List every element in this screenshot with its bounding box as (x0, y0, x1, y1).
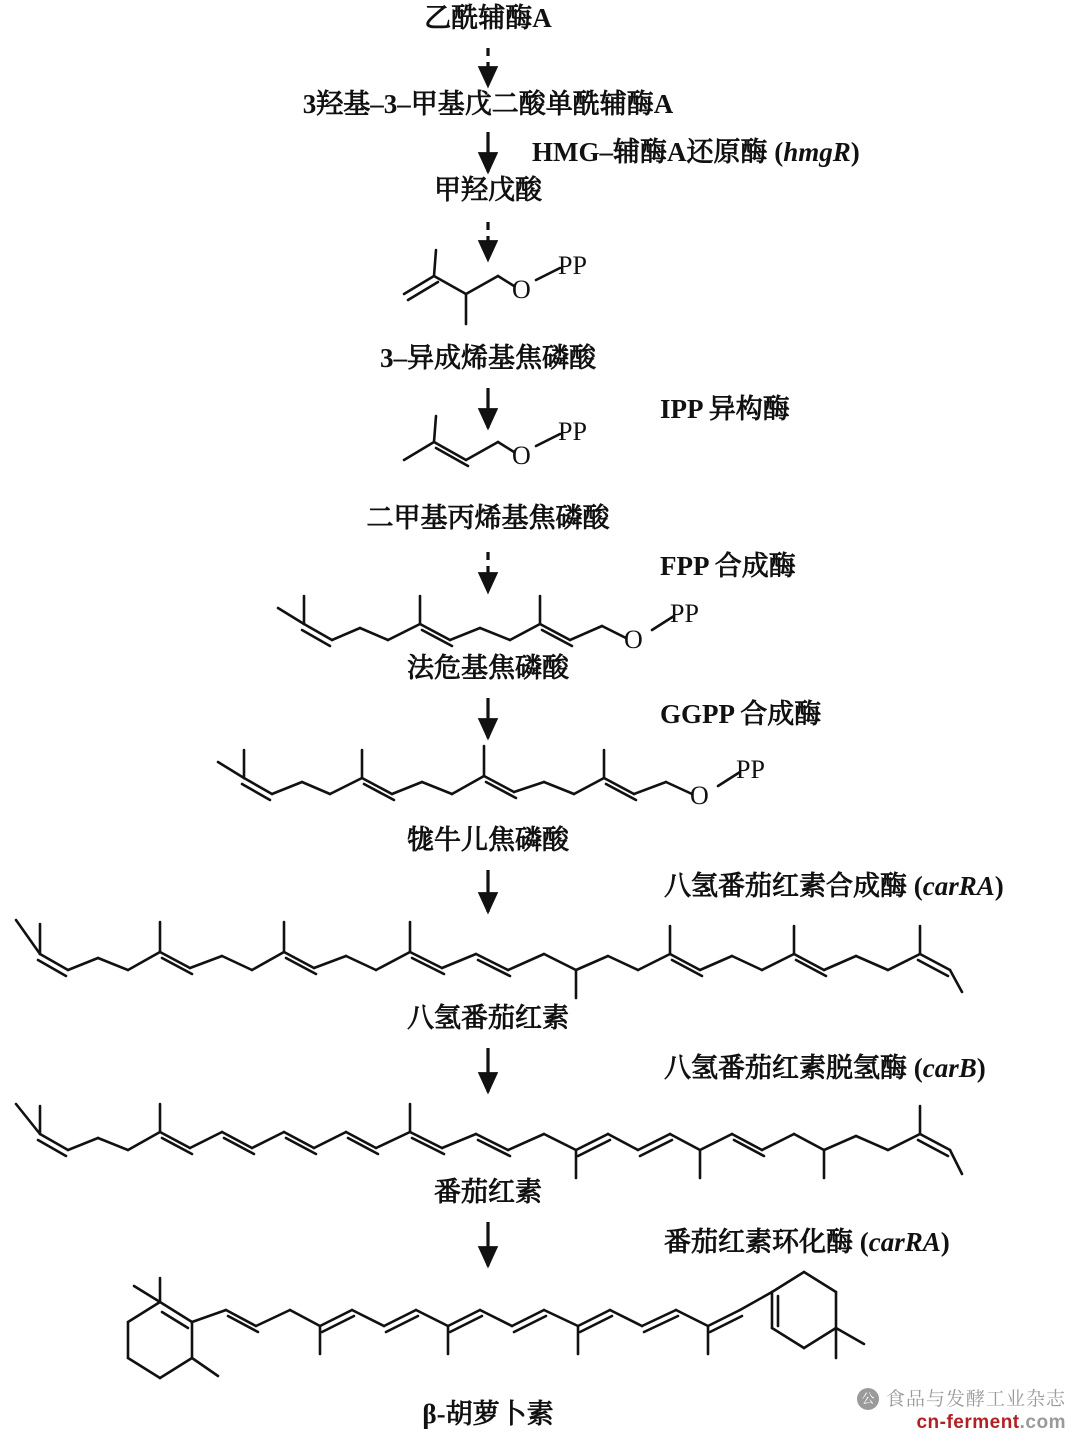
atom-o-dmapp: O (512, 441, 531, 470)
atom-o-ggpp: O (690, 781, 709, 810)
structure-dmapp (390, 417, 610, 510)
watermark-url (916, 1411, 1066, 1435)
structure-beta-carotene (100, 1280, 900, 1400)
node-fpp: 法危基焦磷酸 (407, 653, 569, 683)
atom-pp-fpp: PP (670, 599, 699, 628)
enzyme-lycopene-cyclase-paren: (carRA) (853, 1227, 950, 1257)
enzyme-phytoene-synthase-name: 八氢番茄红素合成酶 (664, 871, 907, 901)
enzyme-phytoene-synthase-paren: (carRA) (907, 871, 1004, 901)
enzyme-hmgr-name: HMG–辅酶A还原酶 (532, 137, 768, 167)
enzyme-fpp-synthase-name: FPP 合成酶 (660, 551, 796, 581)
enzyme-phytoene-dehydrogenase (664, 1054, 986, 1084)
enzyme-lycopene-cyclase-gene: carRA (868, 1227, 941, 1257)
watermark (857, 1388, 1066, 1436)
enzyme-hmgr-paren: (hmgR) (767, 137, 860, 167)
enzyme-phytoene-synthase (664, 872, 1004, 902)
enzyme-phytoene-dehydrogenase-paren: (carB) (907, 1053, 986, 1083)
node-ggpp: 牻牛儿焦磷酸 (407, 825, 569, 855)
atom-pp-ipp: PP (558, 251, 587, 280)
structure-ipp (390, 251, 610, 348)
watermark-url-com: .com (1019, 1412, 1066, 1434)
structure-lycopene (10, 1090, 970, 1182)
node-ipp: 3–异成烯基焦磷酸 (380, 343, 596, 373)
atom-pp-dmapp: PP (558, 417, 587, 446)
node-phytoene: 八氢番茄红素 (407, 1003, 569, 1033)
watermark-url-row (857, 1411, 1066, 1435)
enzyme-phytoene-dehydrogenase-gene: carB (922, 1053, 977, 1083)
enzyme-fpp-synthase (660, 552, 796, 582)
enzyme-ipp-isomerase (660, 395, 790, 425)
node-lycopene: 番茄红素 (434, 1177, 542, 1207)
enzyme-ggpp-synthase (660, 700, 821, 730)
enzyme-phytoene-dehydrogenase-name: 八氢番茄红素脱氢酶 (664, 1053, 907, 1083)
enzyme-hmgr (532, 138, 860, 168)
structure-fpp (270, 588, 730, 658)
enzyme-hmgr-gene: hmgR (783, 137, 851, 167)
enzyme-phytoene-synthase-gene: carRA (922, 871, 995, 901)
watermark-account-row (857, 1388, 1066, 1412)
watermark-url-cn: cn-ferment (916, 1412, 1020, 1434)
atom-pp-ggpp: PP (736, 755, 765, 784)
structure-phytoene (10, 908, 970, 1000)
enzyme-ipp-isomerase-name: IPP 异构酶 (660, 394, 790, 424)
enzyme-lycopene-cyclase-name: 番茄红素环化酶 (664, 1227, 853, 1257)
atom-o-fpp: O (624, 625, 643, 654)
node-mevalonate: 甲羟戊酸 (434, 175, 542, 205)
structure-ggpp (210, 740, 790, 818)
node-hmg-coa: 3羟基–3–甲基戊二酸单酰辅酶A (302, 89, 674, 119)
watermark-account: 食品与发酵工业杂志 (885, 1388, 1066, 1410)
enzyme-lycopene-cyclase (664, 1228, 950, 1258)
wechat-icon: 公 (857, 1388, 879, 1410)
enzyme-ggpp-synthase-name: GGPP 合成酶 (660, 699, 822, 729)
node-acetyl-coa: 乙酰辅酶A (424, 3, 552, 33)
node-beta-carotene: β‐胡萝卜素 (422, 1399, 554, 1429)
node-dmapp: 二甲基丙烯基焦磷酸 (366, 503, 610, 533)
atom-o-ipp: O (512, 275, 531, 304)
